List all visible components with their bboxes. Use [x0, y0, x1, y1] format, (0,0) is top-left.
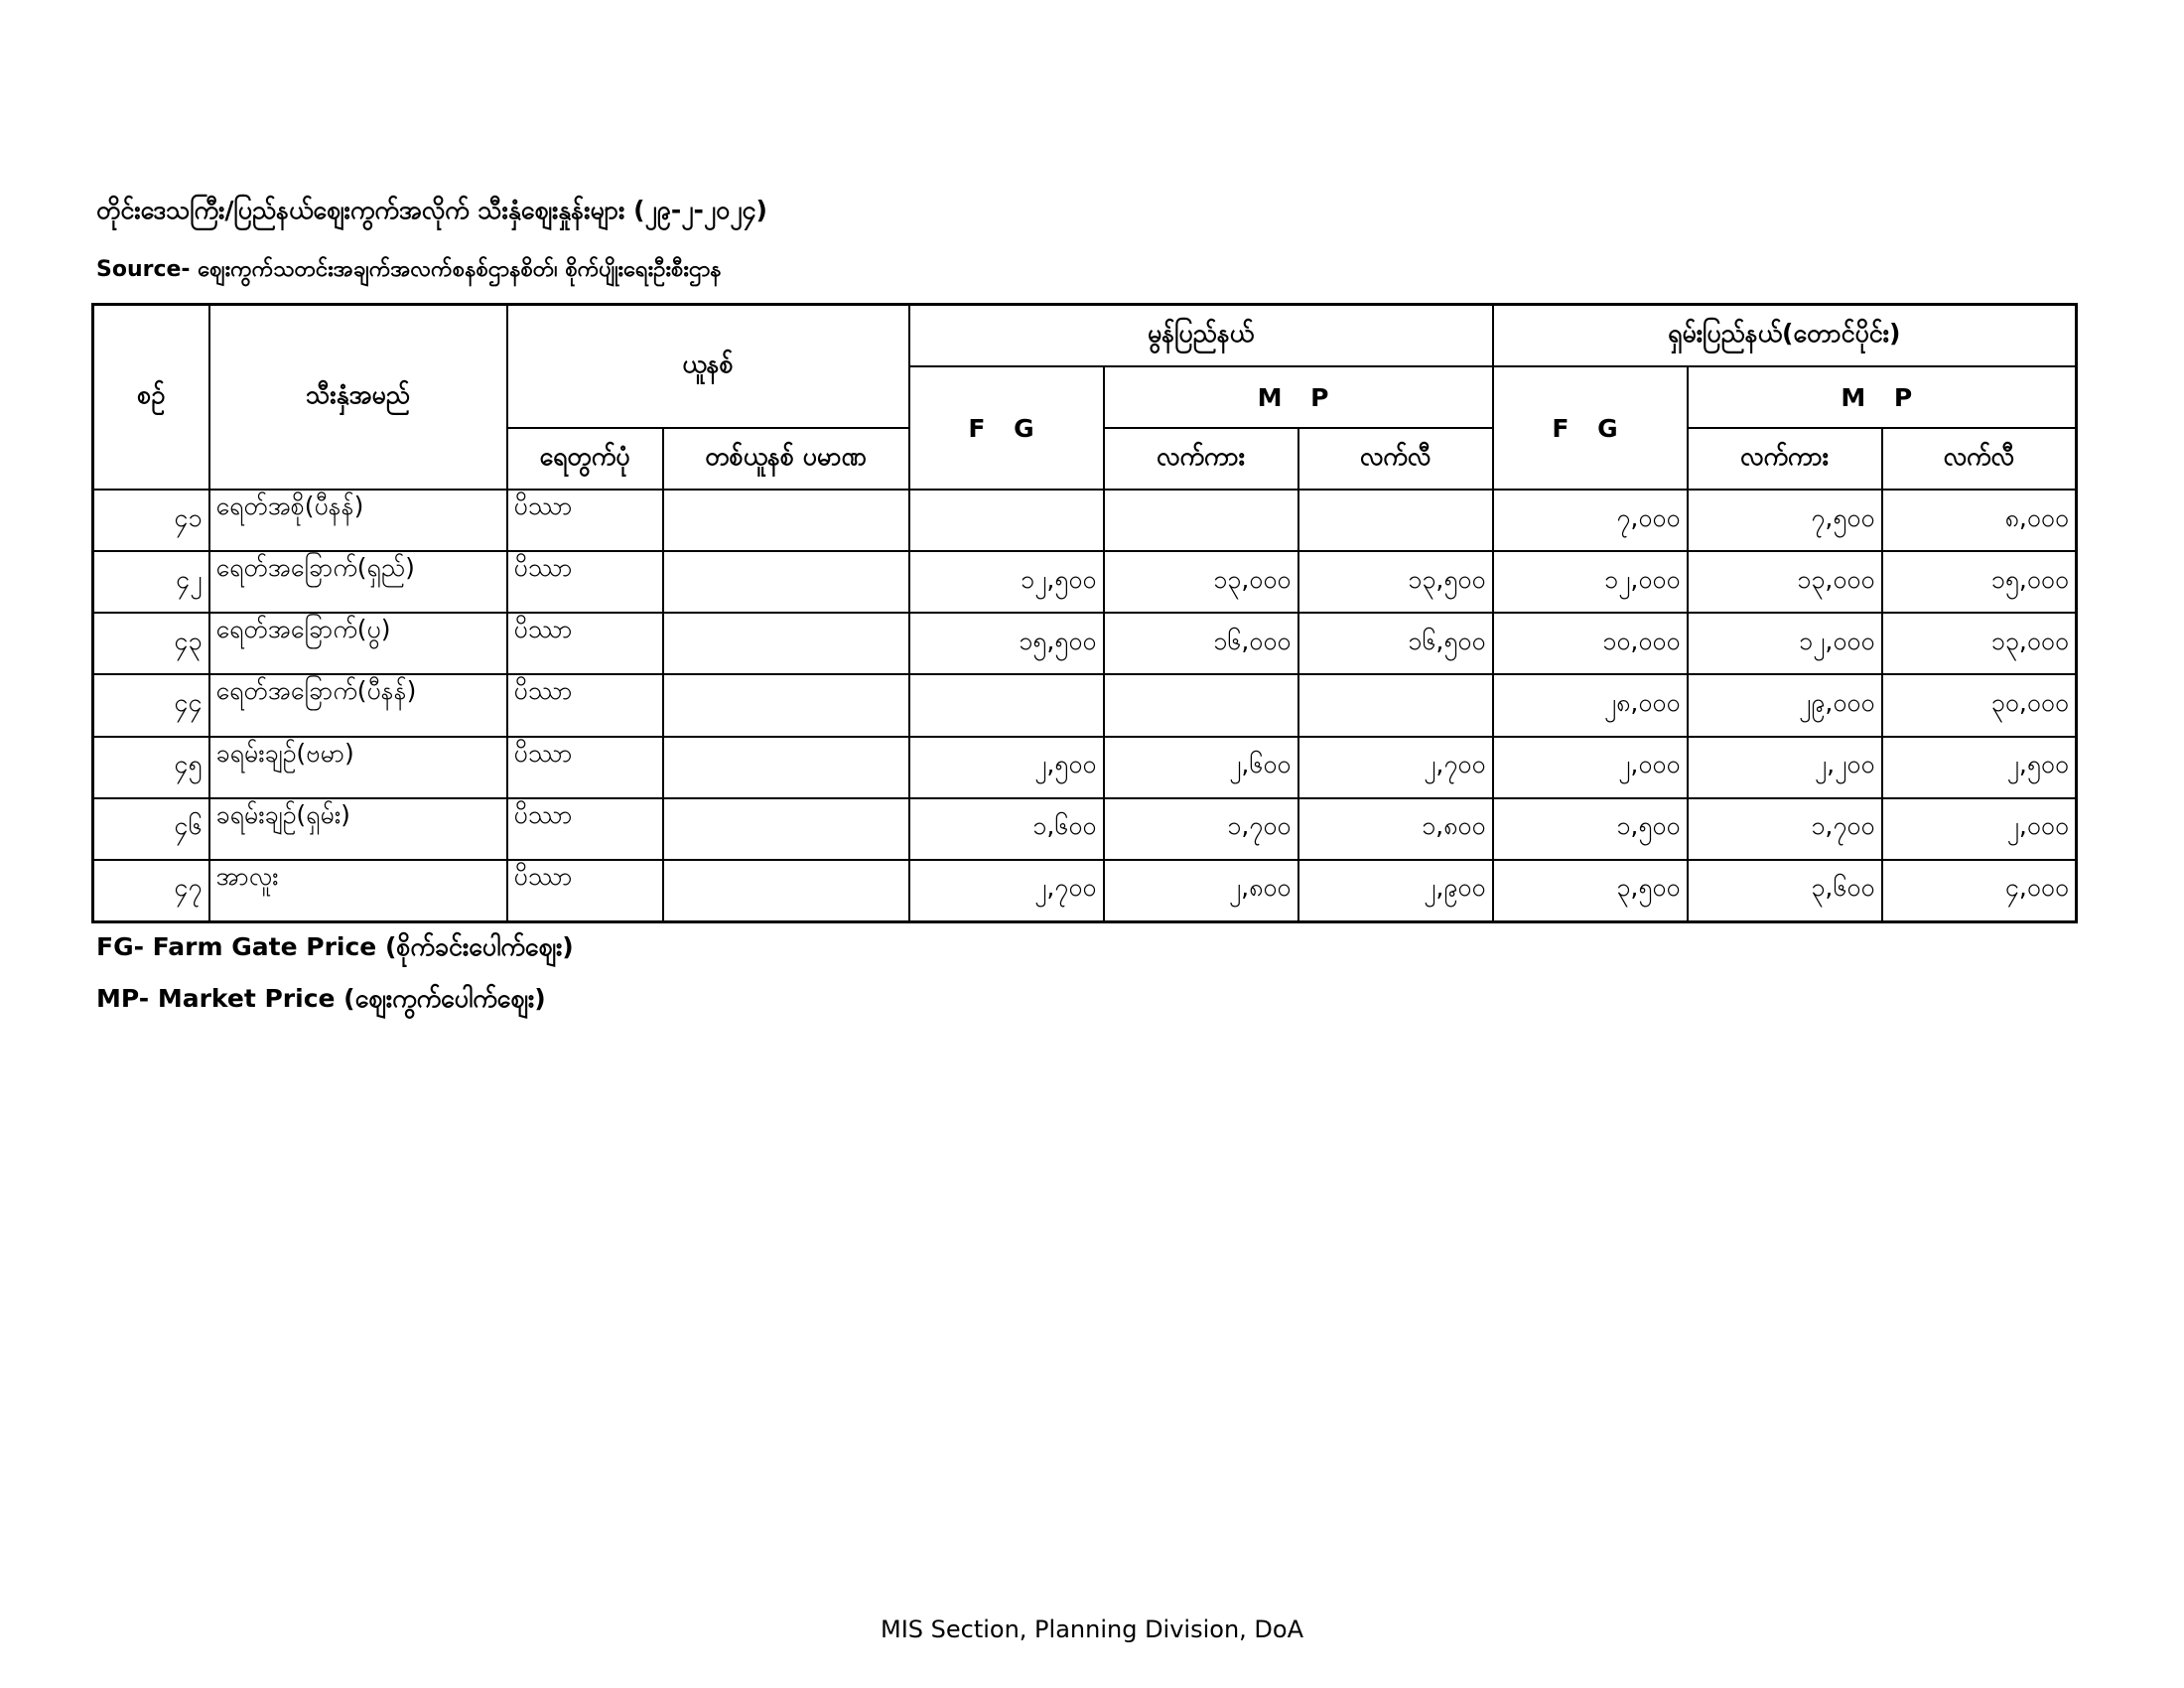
- header-name: သီးနှံအမည်: [209, 305, 507, 491]
- cell-r1-retail: [1298, 490, 1493, 551]
- header-unit-standard: တစ်ယူနစ် ပမာဏ: [663, 428, 909, 490]
- cell-r1-fg: ၂,၇၀၀: [909, 860, 1104, 922]
- cell-unit-standard: [663, 737, 909, 798]
- header-r1-fg: F G: [909, 366, 1104, 490]
- cell-unit: ပိဿာ: [507, 551, 663, 613]
- cell-r2-fg: ၂,၀၀၀: [1493, 737, 1688, 798]
- header-r2-fg: F G: [1493, 366, 1688, 490]
- page-title: တိုင်းဒေသကြီး/ပြည်နယ်ဈေးကွက်အလိုက် သီးနှံဈေးနှုန်းများ (၂၉-၂-၂၀၂၄): [96, 196, 767, 224]
- cell-unit: ပိဿာ: [507, 860, 663, 922]
- cell-r2-retail: ၈,၀၀၀: [1882, 490, 2077, 551]
- cell-r1-fg: [909, 674, 1104, 736]
- cell-r2-fg: ၁,၅၀၀: [1493, 798, 1688, 860]
- cell-unit-standard: [663, 613, 909, 674]
- cell-name: ခရမ်းချဉ်(ဗမာ): [209, 737, 507, 798]
- cell-no: ၄၆: [93, 798, 209, 860]
- cell-unit-standard: [663, 798, 909, 860]
- cell-r2-fg: ၃,၅၀၀: [1493, 860, 1688, 922]
- cell-unit: ပိဿာ: [507, 737, 663, 798]
- source-line: Source- ဈေးကွက်သတင်းအချက်အလက်စနစ်ဌာနစိတ်၊ စိုက်ပျိုးရေးဦးစီးဌာန: [96, 257, 722, 282]
- cell-r1-retail: ၁၆,၅၀၀: [1298, 613, 1493, 674]
- cell-r2-retail: ၁၃,၀၀၀: [1882, 613, 2077, 674]
- header-unit-group: ယူနစ်: [507, 305, 909, 429]
- cell-r2-wholesale: ၂၉,၀၀၀: [1688, 674, 1882, 736]
- header-unit-local: ရေတွက်ပုံ: [507, 428, 663, 490]
- cell-unit: ပိဿာ: [507, 613, 663, 674]
- table-row: [93, 860, 2077, 922]
- header-r1-retail: လက်လီ: [1298, 428, 1493, 490]
- header-region-mon: မွန်ပြည်နယ်: [909, 305, 1493, 367]
- table-row: [93, 551, 2077, 613]
- cell-unit-standard: [663, 490, 909, 551]
- cell-unit-standard: [663, 551, 909, 613]
- cell-r2-wholesale: ၇,၅၀၀: [1688, 490, 1882, 551]
- header-r2-retail: လက်လီ: [1882, 428, 2077, 490]
- header-no: စဉ်: [93, 305, 209, 491]
- cell-r2-retail: ၁၅,၀၀၀: [1882, 551, 2077, 613]
- cell-r2-fg: ၁၀,၀၀၀: [1493, 613, 1688, 674]
- cell-no: ၄၂: [93, 551, 209, 613]
- cell-r1-retail: ၂,၇၀၀: [1298, 737, 1493, 798]
- cell-r1-fg: ၁၅,၅၀၀: [909, 613, 1104, 674]
- cell-r2-retail: ၃၀,၀၀၀: [1882, 674, 2077, 736]
- cell-name: ရေတ်အခြောက်(ရှည်): [209, 551, 507, 613]
- header-r1-wholesale: လက်ကား: [1104, 428, 1298, 490]
- cell-no: ၄၃: [93, 613, 209, 674]
- cell-r1-retail: ၁၃,၅၀၀: [1298, 551, 1493, 613]
- cell-r2-retail: ၂,၀၀၀: [1882, 798, 2077, 860]
- legend-mp: MP- Market Price (ဈေးကွက်ပေါက်ဈေး): [96, 984, 546, 1013]
- cell-r1-fg: [909, 490, 1104, 551]
- cell-unit-standard: [663, 674, 909, 736]
- cell-r1-wholesale: ၂,၆၀၀: [1104, 737, 1298, 798]
- cell-r2-wholesale: ၁၂,၀၀၀: [1688, 613, 1882, 674]
- cell-r1-retail: ၁,၈၀၀: [1298, 798, 1493, 860]
- cell-r2-fg: ၁၂,၀၀၀: [1493, 551, 1688, 613]
- cell-r1-wholesale: [1104, 490, 1298, 551]
- cell-unit: ပိဿာ: [507, 798, 663, 860]
- cell-r1-retail: [1298, 674, 1493, 736]
- cell-r2-retail: ၂,၅၀၀: [1882, 737, 2077, 798]
- cell-r1-wholesale: ၁၆,၀၀၀: [1104, 613, 1298, 674]
- cell-no: ၄၁: [93, 490, 209, 551]
- table-row: [93, 613, 2077, 674]
- cell-no: ၄၄: [93, 674, 209, 736]
- cell-r2-fg: ၇,၀၀၀: [1493, 490, 1688, 551]
- cell-r2-wholesale: ၃,၆၀၀: [1688, 860, 1882, 922]
- cell-r2-fg: ၂၈,၀၀၀: [1493, 674, 1688, 736]
- cell-no: ၄၇: [93, 860, 209, 922]
- cell-r1-wholesale: ၁၃,၀၀၀: [1104, 551, 1298, 613]
- cell-name: ရေတ်အစို(ပီနန်): [209, 490, 507, 551]
- cell-r1-wholesale: [1104, 674, 1298, 736]
- cell-name: ရေတ်အခြောက်(ပီနန်): [209, 674, 507, 736]
- cell-r1-wholesale: ၁,၇၀၀: [1104, 798, 1298, 860]
- cell-name: အာလူး: [209, 860, 507, 922]
- header-r2-wholesale: လက်ကား: [1688, 428, 1882, 490]
- cell-r1-fg: ၁,၆၀၀: [909, 798, 1104, 860]
- table-row: [93, 490, 2077, 551]
- header-region-shan-south: ရှမ်းပြည်နယ်(တောင်ပိုင်း): [1493, 305, 2077, 367]
- price-table: [91, 303, 2078, 923]
- cell-no: ၄၅: [93, 737, 209, 798]
- cell-name: ခရမ်းချဉ်(ရှမ်း): [209, 798, 507, 860]
- legend-fg: FG- Farm Gate Price (စိုက်ခင်းပေါက်ဈေး): [96, 932, 574, 961]
- cell-r1-fg: ၁၂,၅၀၀: [909, 551, 1104, 613]
- table-row: [93, 798, 2077, 860]
- cell-r1-wholesale: ၂,၈၀၀: [1104, 860, 1298, 922]
- cell-unit: ပိဿာ: [507, 490, 663, 551]
- table-row: [93, 674, 2077, 736]
- cell-r2-retail: ၄,၀၀၀: [1882, 860, 2077, 922]
- cell-unit-standard: [663, 860, 909, 922]
- cell-r1-retail: ၂,၉၀၀: [1298, 860, 1493, 922]
- cell-r2-wholesale: ၁၃,၀၀၀: [1688, 551, 1882, 613]
- cell-r1-fg: ၂,၅၀၀: [909, 737, 1104, 798]
- cell-name: ရေတ်အခြောက်(ပွ): [209, 613, 507, 674]
- table-row: [93, 737, 2077, 798]
- page-footer: MIS Section, Planning Division, DoA: [880, 1616, 1303, 1643]
- cell-unit: ပိဿာ: [507, 674, 663, 736]
- header-r1-mp: M P: [1104, 366, 1493, 428]
- header-r2-mp: M P: [1688, 366, 2077, 428]
- cell-r2-wholesale: ၂,၂၀၀: [1688, 737, 1882, 798]
- cell-r2-wholesale: ၁,၇၀၀: [1688, 798, 1882, 860]
